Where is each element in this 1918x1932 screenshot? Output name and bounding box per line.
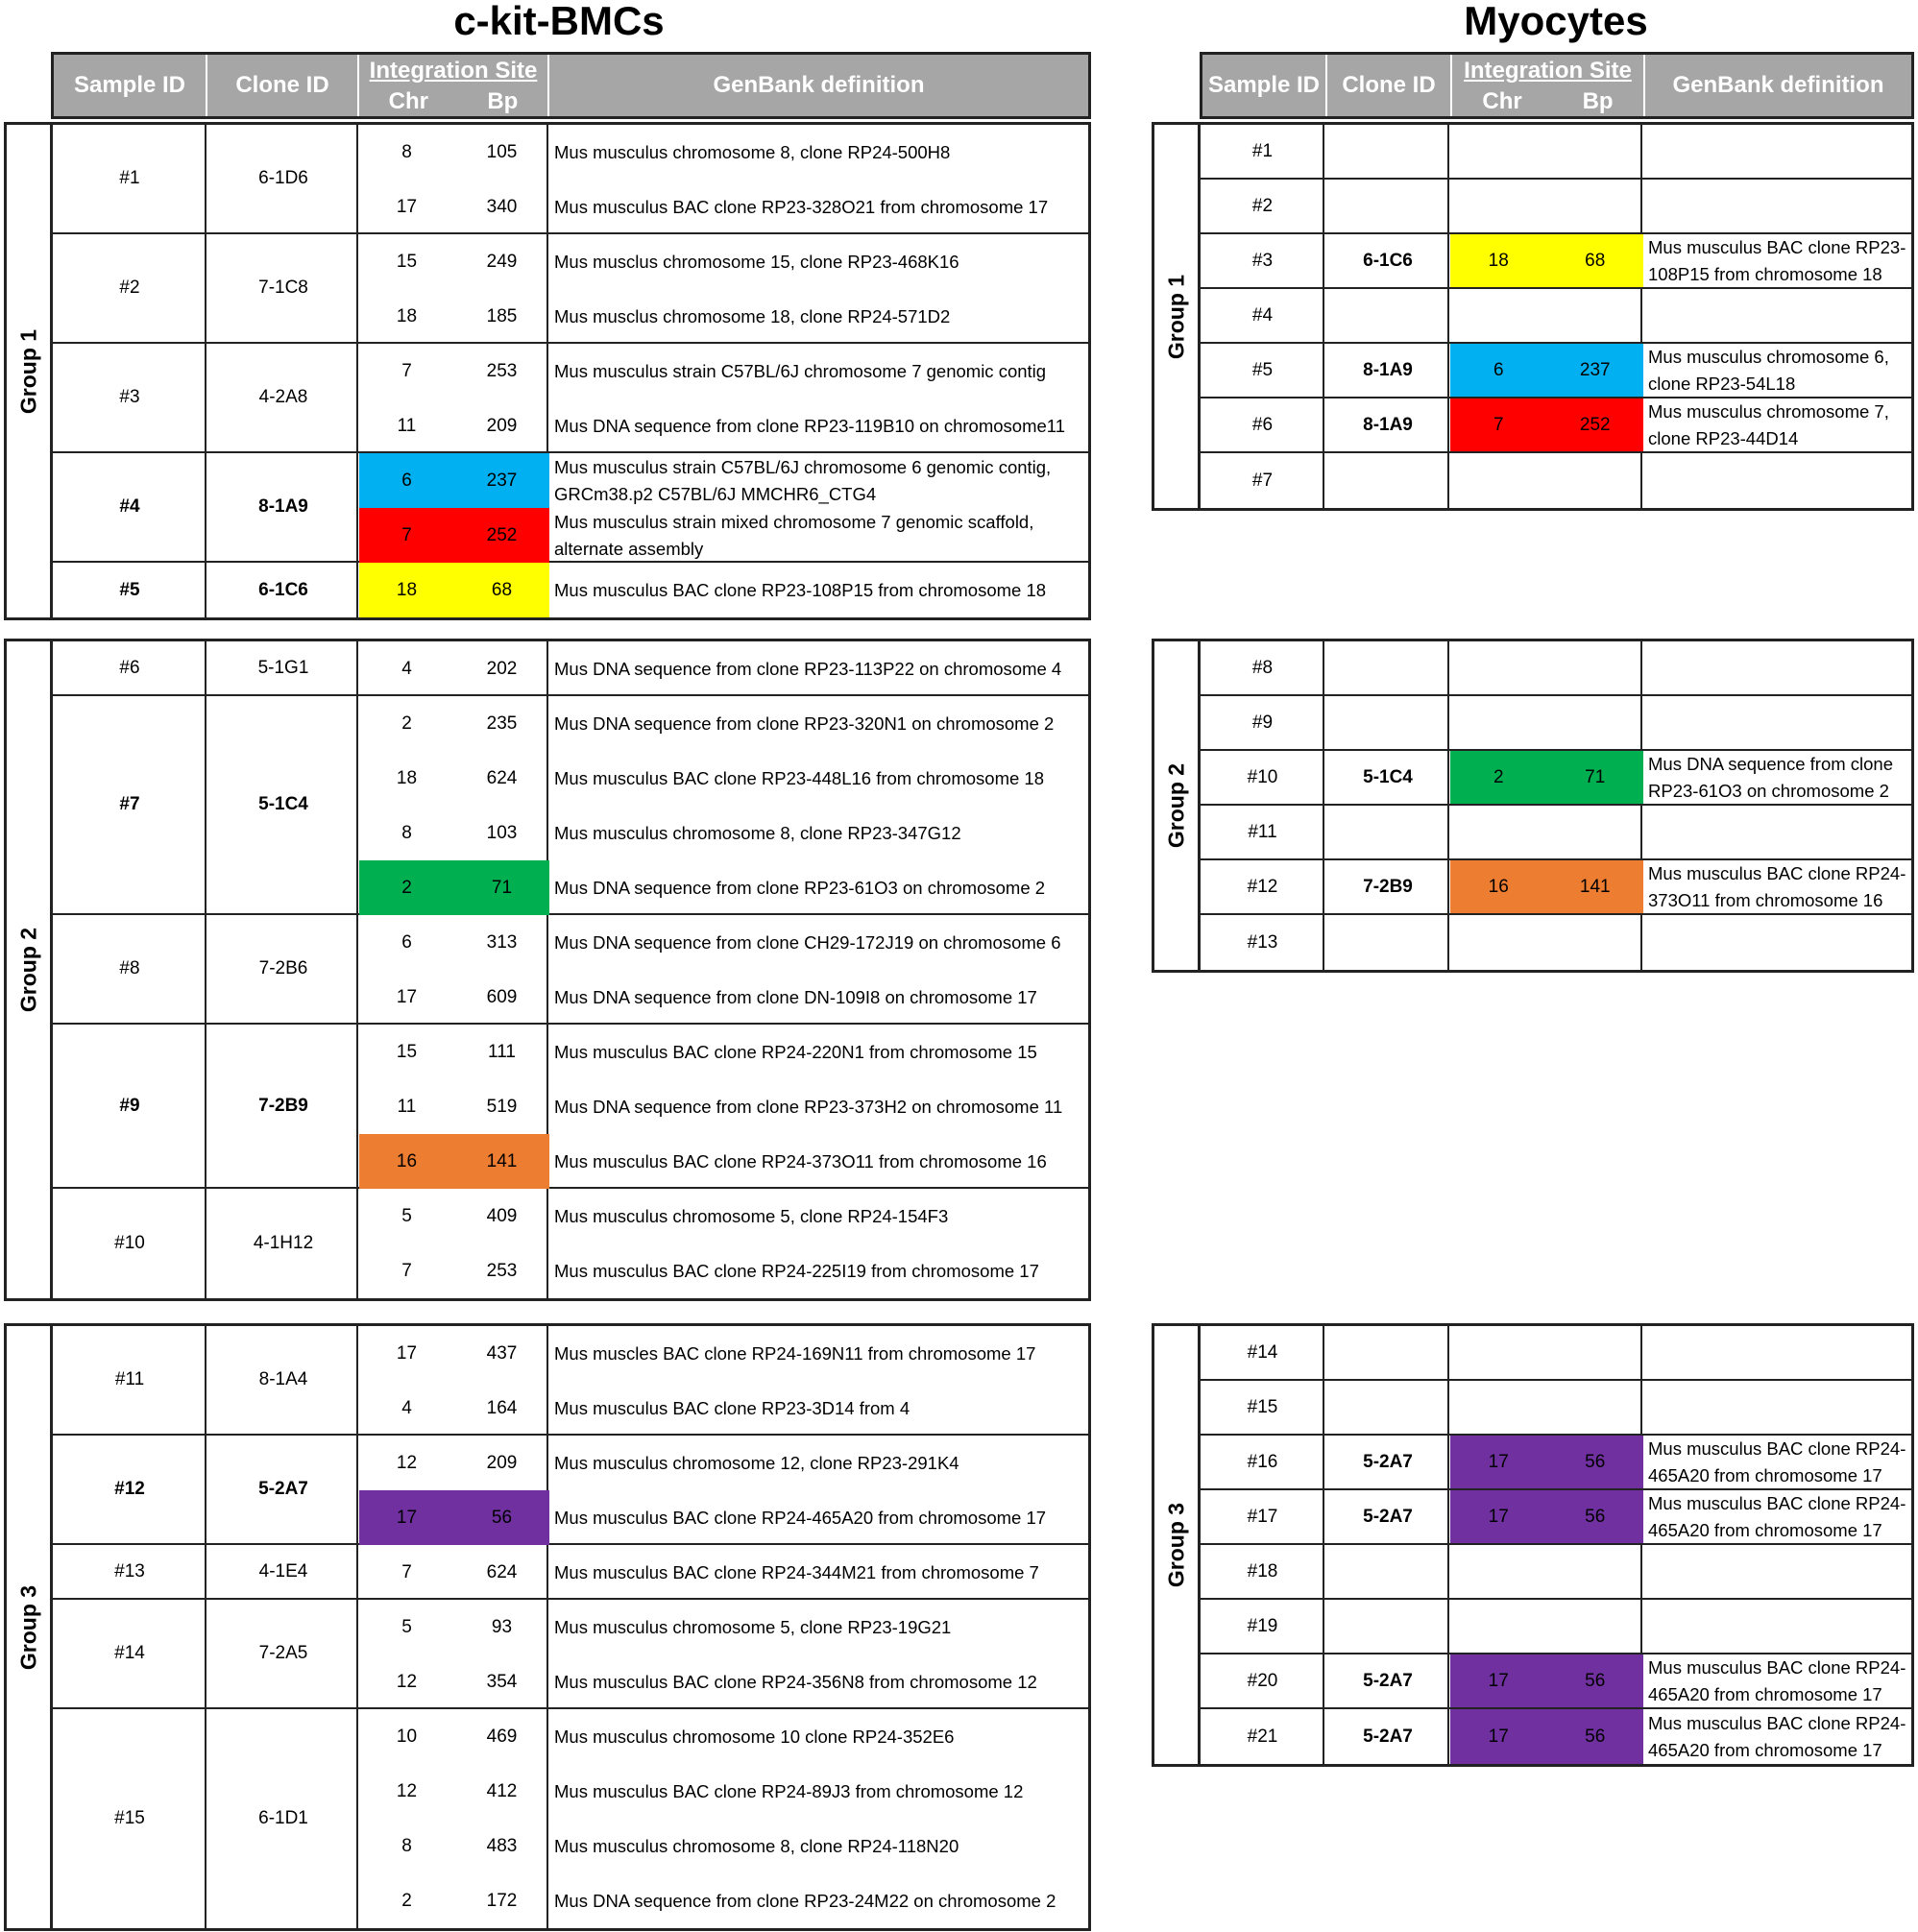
chr-cell: 12 — [396, 1780, 418, 1801]
chr-cell: 7 — [401, 1561, 412, 1582]
integration-site-header — [1452, 55, 1645, 116]
group-label — [7, 641, 53, 1298]
bp-cell: 409 — [486, 1205, 518, 1226]
table-row — [1201, 125, 1911, 180]
chr-cell: 7 — [1450, 398, 1547, 451]
genbank-definition-cell: Mus musculus BAC clone RP23-448L16 from chromosome 18 — [554, 767, 1045, 788]
genbank-definition-cell: Mus musculus chromosome 8, clone RP23-347G12 — [554, 822, 961, 843]
bp-cell: 103 — [486, 822, 518, 843]
group-label — [7, 125, 53, 617]
bp-cell: 185 — [486, 305, 518, 326]
table-row — [1201, 1545, 1911, 1600]
bp-cell: 68 — [1547, 234, 1644, 287]
table-row — [1201, 180, 1911, 234]
clone-id-cell: 5-2A7 — [1363, 1670, 1413, 1691]
clone-id-cell: 6-1D6 — [258, 168, 308, 188]
table-row — [1201, 1654, 1911, 1709]
clone-id-cell: 5-1G1 — [257, 657, 309, 678]
clone-id-cell: 5-2A7 — [258, 1479, 308, 1499]
group-label-text: Group 3 — [1163, 1502, 1188, 1588]
genbank-definition-cell: Mus musculus BAC clone RP24-89J3 from chromosome 12 — [554, 1780, 1024, 1801]
table-row — [1201, 915, 1911, 970]
genbank-definition-cell: Mus musculus BAC clone RP24-465A20 from chromosome 17 — [554, 1507, 1047, 1528]
table-row — [53, 563, 1088, 617]
sample-id-cell: #8 — [119, 958, 140, 978]
clone-id-header: Clone ID — [1327, 55, 1452, 116]
chr-cell: 2 — [1450, 751, 1547, 804]
integration-site-row — [359, 1244, 1088, 1298]
genbank-definition-cell: Mus musculus BAC clone RP24-465A20 from chromosome 17 — [1648, 1492, 1906, 1540]
genbank-definition-cell: Mus DNA sequence from clone RP23-24M22 on chromosome 2 — [554, 1890, 1056, 1911]
table-row — [1201, 751, 1911, 806]
integration-site-row — [359, 1545, 1088, 1600]
table-row — [1201, 1490, 1911, 1545]
chr-cell: 17 — [396, 986, 418, 1007]
genbank-definition-cell: Mus DNA sequence from clone DN-109I8 on chromosome 17 — [554, 986, 1037, 1007]
integration-site-row — [359, 860, 1088, 915]
clone-id-cell: 5-1C4 — [1363, 766, 1413, 787]
chr-cell: 17 — [359, 1490, 454, 1545]
sample-id-cell: #9 — [119, 1095, 140, 1116]
clone-id-cell: 7-2A5 — [258, 1643, 308, 1663]
sample-id-cell: #10 — [1247, 766, 1278, 787]
left-group-block — [4, 122, 1091, 620]
right-title: Myocytes — [1464, 0, 1648, 43]
table-row — [53, 696, 1088, 915]
left-group-block — [4, 1323, 1091, 1931]
integration-site-row — [359, 563, 1088, 617]
sample-id-cell: #7 — [119, 794, 140, 814]
genbank-definition-cell: Mus musculus strain mixed chromosome 7 genomic scaffold, alternate assembly — [554, 511, 1034, 559]
genbank-definition-cell: Mus musculus BAC clone RP24-220N1 from chromosome 15 — [554, 1041, 1037, 1062]
bp-cell: 68 — [454, 563, 549, 617]
genbank-definition-cell: Mus musculus BAC clone RP24-465A20 from chromosome 17 — [1648, 1712, 1906, 1760]
table-row — [53, 1709, 1088, 1928]
integration-site-row — [359, 696, 1088, 751]
genbank-definition-cell: Mus musculus BAC clone RP24-356N8 from chromosome 12 — [554, 1671, 1037, 1692]
bp-cell: 209 — [486, 1452, 518, 1473]
chr-cell: 8 — [401, 1835, 412, 1856]
sample-id-cell: #14 — [114, 1643, 145, 1663]
chr-cell: 17 — [396, 196, 418, 217]
genbank-definition-cell: Mus musculus strain C57BL/6J chromosome 7 genomic contig — [554, 360, 1047, 381]
sample-id-cell: #12 — [1247, 876, 1278, 897]
genbank-definition-cell: Mus DNA sequence from clone RP23-320N1 on chromosome 2 — [554, 712, 1055, 734]
table-row — [1201, 1709, 1911, 1764]
bp-cell: 609 — [486, 986, 518, 1007]
sample-id-cell: #15 — [1247, 1396, 1278, 1417]
bp-cell: 202 — [486, 658, 518, 679]
integration-site-row — [1450, 398, 1911, 451]
right-table-header — [1200, 52, 1914, 119]
integration-site-row — [1450, 751, 1911, 804]
sample-id-cell: #14 — [1247, 1341, 1278, 1363]
chr-cell: 17 — [1450, 1709, 1547, 1764]
integration-site-row — [359, 1326, 1088, 1381]
sample-id-header: Sample ID — [54, 55, 207, 116]
table-row — [53, 1025, 1088, 1189]
chr-cell: 17 — [396, 1342, 418, 1364]
integration-site-row — [1450, 860, 1911, 913]
integration-site-row — [359, 289, 1088, 344]
chr-cell: 18 — [359, 563, 454, 617]
bp-header: Bp — [487, 88, 519, 114]
bp-cell: 237 — [454, 453, 549, 508]
sample-id-cell: #5 — [1251, 359, 1274, 380]
sample-id-cell: #17 — [1247, 1506, 1278, 1527]
clone-id-cell: 5-2A7 — [1363, 1451, 1413, 1472]
bp-cell: 252 — [454, 508, 549, 563]
genbank-definition-cell: Mus musculus chromosome 7, clone RP23-44D14 — [1648, 400, 1889, 448]
genbank-definition-cell: Mus musculus BAC clone RP23-328O21 from chromosome 17 — [554, 196, 1049, 217]
table-row — [53, 641, 1088, 696]
clone-id-cell: 8-1A4 — [258, 1369, 308, 1389]
chr-cell: 7 — [401, 360, 412, 381]
left-group-block — [4, 639, 1091, 1301]
integration-site-label: Integration Site — [369, 58, 538, 84]
sample-id-cell: #12 — [114, 1479, 145, 1499]
sample-id-cell: #1 — [1251, 140, 1274, 161]
sample-id-cell: #5 — [119, 579, 140, 600]
chr-cell: 5 — [401, 1205, 412, 1226]
integration-site-row — [359, 1079, 1088, 1134]
integration-site-row — [359, 1436, 1088, 1490]
bp-cell: 624 — [486, 767, 518, 788]
genbank-definition-cell: Mus musculus chromosome 5, clone RP23-19G21 — [554, 1616, 952, 1637]
sample-id-cell: #13 — [114, 1560, 145, 1582]
genbank-definition-cell: Mus musculus strain C57BL/6J chromosome 6 genomic contig, GRCm38.p2 C57BL/6J MMCHR6_CTG4 — [554, 456, 1052, 504]
chr-cell: 12 — [396, 1671, 418, 1692]
sample-id-cell: #11 — [114, 1369, 145, 1389]
table-row — [1201, 696, 1911, 751]
sample-id-cell: #21 — [1247, 1726, 1278, 1747]
integration-site-row — [1450, 1436, 1911, 1488]
bp-cell: 235 — [486, 712, 518, 734]
table-row — [53, 125, 1088, 234]
genbank-definition-cell: Mus DNA sequence from clone RP23-61O3 on chromosome 2 — [554, 877, 1046, 898]
chr-cell: 8 — [401, 822, 412, 843]
chr-cell: 16 — [359, 1134, 454, 1189]
sample-id-cell: #9 — [1251, 712, 1274, 733]
sample-id-cell: #15 — [114, 1808, 145, 1828]
group-label-text: Group 2 — [1163, 762, 1188, 849]
chr-cell: 17 — [1450, 1654, 1547, 1707]
sample-id-cell: #6 — [1251, 414, 1274, 435]
integration-site-row — [359, 1819, 1088, 1873]
sample-id-header: Sample ID — [1202, 55, 1327, 116]
group-label — [1154, 641, 1201, 970]
integration-site-row — [359, 1025, 1088, 1079]
genbank-definition-cell: Mus musculus chromosome 12, clone RP23-291K4 — [554, 1452, 959, 1473]
table-row — [1201, 1326, 1911, 1381]
integration-site-row — [1450, 344, 1911, 397]
integration-site-row — [1450, 234, 1911, 287]
bp-cell: 519 — [486, 1096, 518, 1117]
chr-cell: 4 — [401, 658, 412, 679]
genbank-definition-cell: Mus musculus BAC clone RP23-108P15 from chromosome 18 — [1648, 236, 1906, 284]
chr-cell: 10 — [396, 1726, 418, 1747]
integration-site-row — [359, 508, 1088, 563]
table-row — [1201, 234, 1911, 289]
group-label-text: Group 3 — [15, 1584, 40, 1670]
chr-cell: 8 — [401, 141, 412, 162]
integration-site-row — [359, 1134, 1088, 1189]
chr-cell: 18 — [396, 767, 418, 788]
table-row — [1201, 289, 1911, 344]
sample-id-cell: #3 — [1251, 250, 1274, 271]
clone-id-cell: 7-1C8 — [258, 278, 308, 298]
chr-cell: 7 — [401, 1260, 412, 1281]
table-row — [53, 344, 1088, 453]
integration-site-row — [359, 641, 1088, 696]
chr-cell: 12 — [396, 1452, 418, 1473]
bp-cell: 71 — [1547, 751, 1644, 804]
bp-cell: 253 — [486, 1260, 518, 1281]
genbank-definition-cell: Mus musculus BAC clone RP24-373O11 from chromosome 16 — [1648, 862, 1906, 910]
integration-site-row — [359, 1873, 1088, 1928]
chr-cell: 11 — [397, 415, 417, 436]
chr-cell: 6 — [401, 931, 412, 953]
sample-id-cell: #6 — [119, 657, 140, 678]
left-title: c-kit-BMCs — [453, 0, 665, 43]
bp-cell: 172 — [486, 1890, 518, 1911]
genbank-definition-cell: Mus musculus BAC clone RP23-108P15 from chromosome 18 — [554, 579, 1047, 600]
sample-id-cell: #8 — [1251, 657, 1274, 678]
bp-cell: 141 — [454, 1134, 549, 1189]
bp-cell: 313 — [486, 931, 518, 953]
genbank-definition-cell: Mus DNA sequence from clone CH29-172J19 on chromosome 6 — [554, 931, 1061, 953]
bp-cell: 252 — [1547, 398, 1644, 451]
genbank-definition-header: GenBank definition — [1672, 72, 1884, 98]
table-row — [1201, 1436, 1911, 1490]
chr-header: Chr — [388, 88, 428, 114]
chr-cell: 17 — [1450, 1490, 1547, 1543]
group-label-text: Group 1 — [1163, 274, 1188, 359]
bp-cell: 354 — [486, 1671, 518, 1692]
table-row — [53, 915, 1088, 1025]
bp-cell: 71 — [454, 860, 549, 915]
bp-cell: 56 — [1547, 1709, 1644, 1764]
integration-site-row — [359, 806, 1088, 860]
chr-cell: 6 — [1450, 344, 1547, 397]
genbank-definition-cell: Mus musclus chromosome 18, clone RP24-571D2 — [554, 305, 951, 326]
table-row — [1201, 806, 1911, 860]
chr-cell: 15 — [396, 251, 418, 272]
integration-site-row — [1450, 1490, 1911, 1543]
genbank-definition-cell: Mus musculus chromosome 6, clone RP23-54L18 — [1648, 346, 1889, 394]
bp-cell: 437 — [486, 1342, 518, 1364]
table-row — [1201, 453, 1911, 508]
chr-cell: 5 — [401, 1616, 412, 1637]
genbank-definition-cell: Mus musculus chromosome 8, clone RP24-500H8 — [554, 141, 951, 162]
group-label-text: Group 1 — [15, 328, 40, 414]
bp-cell: 56 — [1547, 1654, 1644, 1707]
bp-cell: 469 — [486, 1726, 518, 1747]
left-table-header — [51, 52, 1091, 119]
integration-site-row — [359, 1764, 1088, 1819]
clone-id-cell: 8-1A9 — [258, 496, 308, 517]
sample-id-cell: #19 — [1247, 1615, 1278, 1636]
bp-cell: 249 — [486, 251, 518, 272]
integration-site-row — [359, 915, 1088, 970]
chr-cell: 6 — [359, 453, 454, 508]
chr-cell: 4 — [401, 1397, 412, 1418]
chr-cell: 18 — [396, 305, 418, 326]
genbank-definition-cell: Mus musculus chromosome 8, clone RP24-118N20 — [554, 1835, 959, 1856]
clone-id-cell: 5-2A7 — [1363, 1506, 1413, 1527]
integration-site-row — [359, 1654, 1088, 1709]
bp-cell: 105 — [486, 141, 518, 162]
clone-id-cell: 7-2B6 — [258, 958, 308, 978]
integration-site-row — [1450, 1709, 1911, 1764]
clone-id-cell: 8-1A9 — [1363, 359, 1413, 380]
integration-site-row — [359, 751, 1088, 806]
integration-site-row — [359, 1381, 1088, 1436]
bp-header: Bp — [1582, 88, 1614, 114]
sample-id-cell: #3 — [119, 387, 140, 407]
sample-id-cell: #2 — [1251, 195, 1274, 216]
genbank-definition-cell: Mus musculus BAC clone RP24-373O11 from chromosome 16 — [554, 1150, 1047, 1171]
sample-id-cell: #18 — [1247, 1560, 1278, 1582]
chr-header: Chr — [1482, 88, 1522, 114]
genbank-definition-cell: Mus musculus BAC clone RP24-465A20 from chromosome 17 — [1648, 1656, 1906, 1704]
table-row — [53, 1326, 1088, 1436]
table-row — [53, 1189, 1088, 1298]
clone-id-cell: 5-2A7 — [1363, 1726, 1413, 1747]
genbank-definition-header: GenBank definition — [713, 72, 925, 98]
genbank-definition-cell: Mus musculus BAC clone RP24-225I19 from chromosome 17 — [554, 1260, 1039, 1281]
chr-cell: 2 — [359, 860, 454, 915]
integration-site-row — [359, 1189, 1088, 1244]
bp-cell: 253 — [486, 360, 518, 381]
chr-cell: 15 — [396, 1041, 418, 1062]
right-group-block — [1152, 639, 1914, 973]
clone-id-cell: 8-1A9 — [1363, 414, 1413, 435]
bp-cell: 56 — [454, 1490, 549, 1545]
bp-cell: 483 — [486, 1835, 518, 1856]
genbank-definition-cell: Mus DNA sequence from clone RP23-61O3 on chromosome 2 — [1648, 753, 1894, 801]
bp-cell: 209 — [486, 415, 518, 436]
bp-cell: 111 — [488, 1041, 516, 1062]
table-row — [53, 453, 1088, 563]
clone-id-cell: 5-1C4 — [258, 794, 308, 814]
sample-id-cell: #4 — [119, 496, 140, 517]
genbank-definition-cell: Mus musculus chromosome 10 clone RP24-352E6 — [554, 1726, 955, 1747]
clone-id-cell: 4-2A8 — [258, 387, 308, 407]
group-label — [1154, 125, 1201, 508]
table-row — [1201, 641, 1911, 696]
table-row — [53, 1545, 1088, 1600]
sample-id-cell: #1 — [119, 168, 140, 188]
bp-cell: 56 — [1547, 1490, 1644, 1543]
clone-id-cell: 4-1H12 — [253, 1233, 314, 1253]
chr-cell: 2 — [401, 712, 412, 734]
chr-cell: 2 — [401, 1890, 412, 1911]
table-row — [1201, 860, 1911, 915]
chr-cell: 11 — [397, 1096, 417, 1117]
bp-cell: 141 — [1547, 860, 1644, 913]
integration-site-row — [359, 1600, 1088, 1654]
sample-id-cell: #2 — [119, 278, 140, 298]
chr-cell: 7 — [359, 508, 454, 563]
group-label — [7, 1326, 53, 1928]
bp-cell: 340 — [486, 196, 518, 217]
bp-cell: 237 — [1547, 344, 1644, 397]
right-group-block — [1152, 1323, 1914, 1767]
genbank-definition-cell: Mus musculus chromosome 5, clone RP24-154F3 — [554, 1205, 949, 1226]
integration-site-row — [359, 1709, 1088, 1764]
genbank-definition-cell: Mus musculus BAC clone RP24-465A20 from chromosome 17 — [1648, 1437, 1906, 1485]
group-label-text: Group 2 — [15, 927, 40, 1013]
table-row — [53, 1436, 1088, 1545]
chr-cell: 17 — [1450, 1436, 1547, 1488]
chr-cell: 18 — [1450, 234, 1547, 287]
sample-id-cell: #4 — [1251, 304, 1274, 326]
integration-site-row — [359, 180, 1088, 234]
integration-site-row — [359, 453, 1088, 508]
genbank-definition-cell: Mus DNA sequence from clone RP23-373H2 on chromosome 11 — [554, 1096, 1063, 1117]
bp-cell: 56 — [1547, 1436, 1644, 1488]
integration-site-row — [359, 398, 1088, 453]
genbank-definition-cell: Mus musculus BAC clone RP23-3D14 from 4 — [554, 1397, 910, 1418]
sample-id-cell: #7 — [1251, 470, 1274, 491]
bp-cell: 93 — [491, 1616, 513, 1637]
table-row — [53, 234, 1088, 344]
sample-id-cell: #16 — [1247, 1451, 1278, 1472]
sample-id-cell: #10 — [114, 1233, 145, 1253]
clone-id-cell: 6-1C6 — [258, 579, 308, 600]
right-group-block — [1152, 122, 1914, 511]
bp-cell: 412 — [486, 1780, 518, 1801]
integration-site-row — [359, 1490, 1088, 1545]
table-row — [1201, 1381, 1911, 1436]
bp-cell: 624 — [486, 1561, 518, 1582]
integration-site-label: Integration Site — [1464, 58, 1632, 84]
genbank-definition-cell: Mus musclus chromosome 15, clone RP23-468K16 — [554, 251, 959, 272]
sample-id-cell: #11 — [1248, 821, 1277, 842]
table-row — [1201, 1600, 1911, 1654]
clone-id-cell: 7-2B9 — [1363, 876, 1413, 897]
clone-id-header: Clone ID — [207, 55, 359, 116]
genbank-definition-cell: Mus DNA sequence from clone RP23-119B10 on chromosome11 — [554, 415, 1065, 436]
table-row — [1201, 398, 1911, 453]
integration-site-row — [1450, 1654, 1911, 1707]
integration-site-row — [359, 234, 1088, 289]
sample-id-cell: #20 — [1247, 1670, 1278, 1691]
integration-site-row — [359, 970, 1088, 1025]
group-label — [1154, 1326, 1201, 1764]
genbank-definition-cell: Mus DNA sequence from clone RP23-113P22 on chromosome 4 — [554, 658, 1062, 679]
integration-site-row — [359, 125, 1088, 180]
table-row — [1201, 344, 1911, 398]
genbank-definition-cell: Mus musculus BAC clone RP24-344M21 from chromosome 7 — [554, 1561, 1039, 1582]
integration-site-header — [359, 55, 549, 116]
table-row — [53, 1600, 1088, 1709]
clone-id-cell: 6-1D1 — [258, 1808, 308, 1828]
genbank-definition-cell: Mus muscles BAC clone RP24-169N11 from chromosome 17 — [554, 1342, 1036, 1364]
bp-cell: 164 — [486, 1397, 518, 1418]
clone-id-cell: 6-1C6 — [1363, 250, 1413, 271]
integration-site-row — [359, 344, 1088, 398]
clone-id-cell: 7-2B9 — [258, 1095, 308, 1116]
sample-id-cell: #13 — [1247, 931, 1278, 953]
chr-cell: 16 — [1450, 860, 1547, 913]
clone-id-cell: 4-1E4 — [258, 1560, 308, 1582]
